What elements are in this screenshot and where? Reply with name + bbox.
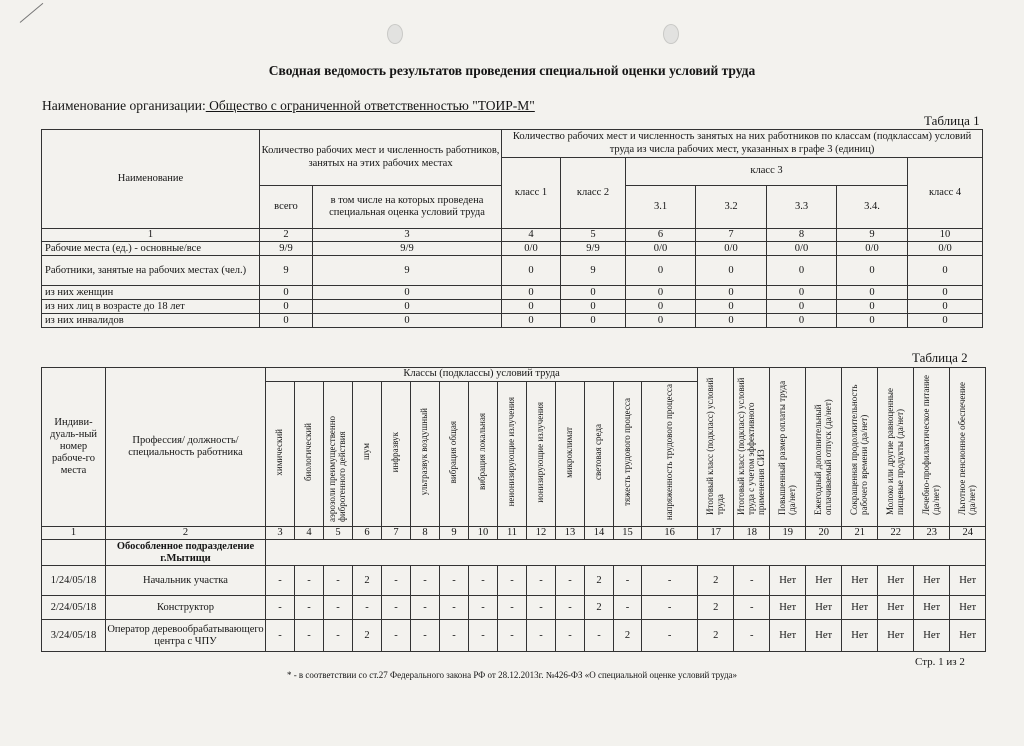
t2-col-num: 21 [842,527,878,540]
table-cell: - [585,620,614,652]
table-cell: - [556,596,585,620]
t2-header-extra: Молоко или другие равноценные пищевые продукты (да/нет) [878,368,914,527]
table-cell: Нет [842,620,878,652]
pen-mark [20,3,44,23]
t2-col-num: 18 [734,527,770,540]
table-cell: Нет [950,566,986,596]
t1-header-class2: класс 2 [561,158,626,229]
table-cell: - [295,566,324,596]
t1-header-sub: 3.2 [696,186,767,229]
t2-header-extra: Льготное пенсионное обеспечение (да/нет) [950,368,986,527]
t1-col-num: 5 [561,229,626,242]
table-cell: - [382,596,411,620]
t2-header-extra: Сокращенная продолжительность рабочего времени (да/нет) [842,368,878,527]
table-cell: - [642,596,698,620]
table-cell: - [556,620,585,652]
t1-header-sub: 3.4. [837,186,908,229]
t2-col-num: 15 [614,527,642,540]
table-row [42,596,986,620]
t1-col-num: 7 [696,229,767,242]
table-cell: Нет [770,620,806,652]
table-cell: 2 [698,596,734,620]
t1-col-num: 4 [502,229,561,242]
t1-col-num: 9 [837,229,908,242]
t2-col-num: 2 [106,527,266,540]
table-cell: - [411,566,440,596]
t2-section-row [42,540,986,566]
table-cell: - [498,566,527,596]
t2-header-number: Индиви-дуаль-ный номер рабоче-го места [42,368,106,527]
organization-line [42,98,535,114]
t2-factor-header: тяжесть трудового процесса [614,382,642,527]
table2-label: Таблица 2 [912,350,968,365]
t2-header-extra: Итоговый класс (подкласс) условий труда [698,368,734,527]
t2-header-classes: Классы (подклассы) условий труда [266,368,698,382]
workplace-number: 3/24/05/18 [42,620,106,652]
summary-table [41,129,983,328]
t2-col-num: 9 [440,527,469,540]
t1-col-num: 8 [767,229,837,242]
workplace-number: 2/24/05/18 [42,596,106,620]
table-cell: - [734,620,770,652]
t2-col-num: 12 [527,527,556,540]
t2-factor-header: неионизирующие излучения [498,382,527,527]
t1-col-num: 10 [908,229,983,242]
t2-factor-header: напряженность трудового процесса [642,382,698,527]
table-cell: - [295,596,324,620]
table-cell: - [266,566,295,596]
table-cell: - [324,596,353,620]
table-cell: - [498,596,527,620]
table-cell: Нет [806,620,842,652]
t1-header-class3: класс 3 [626,158,908,186]
profession-name: Начальник участка [106,566,266,596]
t1-header-class4: класс 4 [908,158,983,229]
table-row: из них женщин 0 0 0 0 0 0 0 0 0 [42,286,983,300]
organization-name: Общество с ограниченной ответственностью "ТОИР-М" [205,98,535,113]
t2-col-num: 8 [411,527,440,540]
t1-col-num: 3 [313,229,502,242]
t2-col-num: 1 [42,527,106,540]
t2-col-num: 16 [642,527,698,540]
table-cell: Нет [806,596,842,620]
table-cell: Нет [806,566,842,596]
table-cell: - [324,620,353,652]
t2-header-extra: Лечебно-профилактическое питание (да/нет) [914,368,950,527]
t1-col-num: 6 [626,229,696,242]
table-cell: - [498,620,527,652]
t2-col-num: 24 [950,527,986,540]
t2-col-num: 7 [382,527,411,540]
t2-col-num: 4 [295,527,324,540]
table-cell: Нет [842,596,878,620]
table-cell: - [440,620,469,652]
t2-factor-header: вибрация локальная [469,382,498,527]
table-cell: - [734,566,770,596]
t2-factor-header: вибрация общая [440,382,469,527]
t2-col-num: 3 [266,527,295,540]
table-cell: - [382,566,411,596]
table-cell: - [556,566,585,596]
table-row [42,566,986,596]
table-cell: - [642,566,698,596]
t2-header-extra: Итоговый класс (подкласс) условий труда с учетом эффективного применения СИЗ [734,368,770,527]
table-cell: - [266,620,295,652]
table-cell: - [266,596,295,620]
t2-factor-header: шум [353,382,382,527]
table-cell: - [324,566,353,596]
t1-header-classes: Количество рабочих мест и численность занятых на них работников по классам (подклассам) условий труда из числа рабочих мест, указанных в графе 3 (единиц) [502,130,983,158]
table-cell: - [411,596,440,620]
table-cell: - [527,620,556,652]
workplaces-table [41,367,986,652]
t2-factor-header: инфразвук [382,382,411,527]
t2-section-title: Обособленное подразделение г.Мытищи [106,540,266,566]
table-row: из них лиц в возрасте до 18 лет 0 0 0 0 0 0 0 0 0 [42,300,983,314]
table-cell: - [527,596,556,620]
table-row [42,620,986,652]
t1-col-num: 1 [42,229,260,242]
table-cell: 2 [698,620,734,652]
table-cell: - [382,620,411,652]
t2-col-num: 22 [878,527,914,540]
table-cell: - [353,596,382,620]
table-row: из них инвалидов 0 0 0 0 0 0 0 0 0 [42,314,983,328]
table-row: Рабочие места (ед.) - основные/все 9/9 9/9 0/0 9/9 0/0 0/0 0/0 0/0 0/0 [42,242,983,256]
table-cell: - [411,620,440,652]
table-cell: 2 [353,566,382,596]
table-cell: - [469,566,498,596]
table-cell: 2 [698,566,734,596]
t1-col-num: 2 [260,229,313,242]
t2-col-num: 13 [556,527,585,540]
t2-header-profession: Профессия/ должность/ специальность работника [106,368,266,527]
table-cell: 2 [585,596,614,620]
t2-header-extra: Повышенный размер оплаты труда (да/нет) [770,368,806,527]
t2-col-num: 17 [698,527,734,540]
t2-col-num: 5 [324,527,353,540]
punch-hole-left [387,24,403,44]
table-cell: - [734,596,770,620]
t2-col-num: 6 [353,527,382,540]
table-cell: Нет [878,596,914,620]
document-title: Сводная ведомость результатов проведения специальной оценки условий труда [268,63,756,78]
profession-name: Оператор деревообрабатывающего центра с ЧПУ [106,620,266,652]
t2-col-num: 10 [469,527,498,540]
table-cell: - [614,566,642,596]
t2-col-num: 14 [585,527,614,540]
table-cell: - [527,566,556,596]
t1-header-sub: 3.3 [767,186,837,229]
table-cell: - [469,596,498,620]
t1-header-name: Наименование [42,130,260,229]
t2-factor-header: ультразвук воздушный [411,382,440,527]
table-cell: Нет [950,620,986,652]
table-cell: - [295,620,324,652]
table-cell: - [440,596,469,620]
table1-label: Таблица 1 [924,113,980,128]
punch-hole-right [663,24,679,44]
table-cell: Нет [770,566,806,596]
table-cell: Нет [878,620,914,652]
t1-header-count: Количество рабочих мест и численность работников, занятых на этих рабочих местах [260,130,502,186]
t2-number-row [42,527,986,540]
table-cell: - [440,566,469,596]
t1-header-assessed: в том числе на которых проведена специальная оценка условий труда [313,186,502,229]
table-cell: Нет [914,566,950,596]
table-cell: Нет [914,596,950,620]
t1-header-class1: класс 1 [502,158,561,229]
workplace-number: 1/24/05/18 [42,566,106,596]
t2-factor-header: аэрозоли преимущественно фиброгенного действия [324,382,353,527]
table-cell: 2 [585,566,614,596]
t2-col-num: 23 [914,527,950,540]
table-cell: - [614,596,642,620]
table-cell: - [469,620,498,652]
t2-col-num: 19 [770,527,806,540]
table-cell: Нет [770,596,806,620]
t2-factor-header: ионизирующие излучения [527,382,556,527]
t1-header-sub: 3.1 [626,186,696,229]
t2-factor-header: световая среда [585,382,614,527]
table-cell: Нет [950,596,986,620]
t2-col-num: 11 [498,527,527,540]
table-cell: 2 [614,620,642,652]
t2-factor-header: биологический [295,382,324,527]
t2-factor-header: микроклимат [556,382,585,527]
organization-label: Наименование организации: [42,98,206,113]
page-number: Стр. 1 из 2 [915,656,965,668]
table-cell: Нет [878,566,914,596]
t2-header-extra: Ежегодный дополнительный оплачиваемый отпуск (да/нет) [806,368,842,527]
profession-name: Конструктор [106,596,266,620]
table-cell: Нет [842,566,878,596]
t1-header-total: всего [260,186,313,229]
footnote: * - в соответствии со ст.27 Федерального закона РФ от 28.12.2013г. №426-ФЗ «О специальной оценке условий труда» [286,670,738,680]
t2-factor-header: химический [266,382,295,527]
table-cell: - [642,620,698,652]
table-row: Работники, занятые на рабочих местах (чел.) 9 9 0 9 0 0 0 0 0 [42,256,983,286]
table-cell: 2 [353,620,382,652]
t2-col-num: 20 [806,527,842,540]
table-cell: Нет [914,620,950,652]
